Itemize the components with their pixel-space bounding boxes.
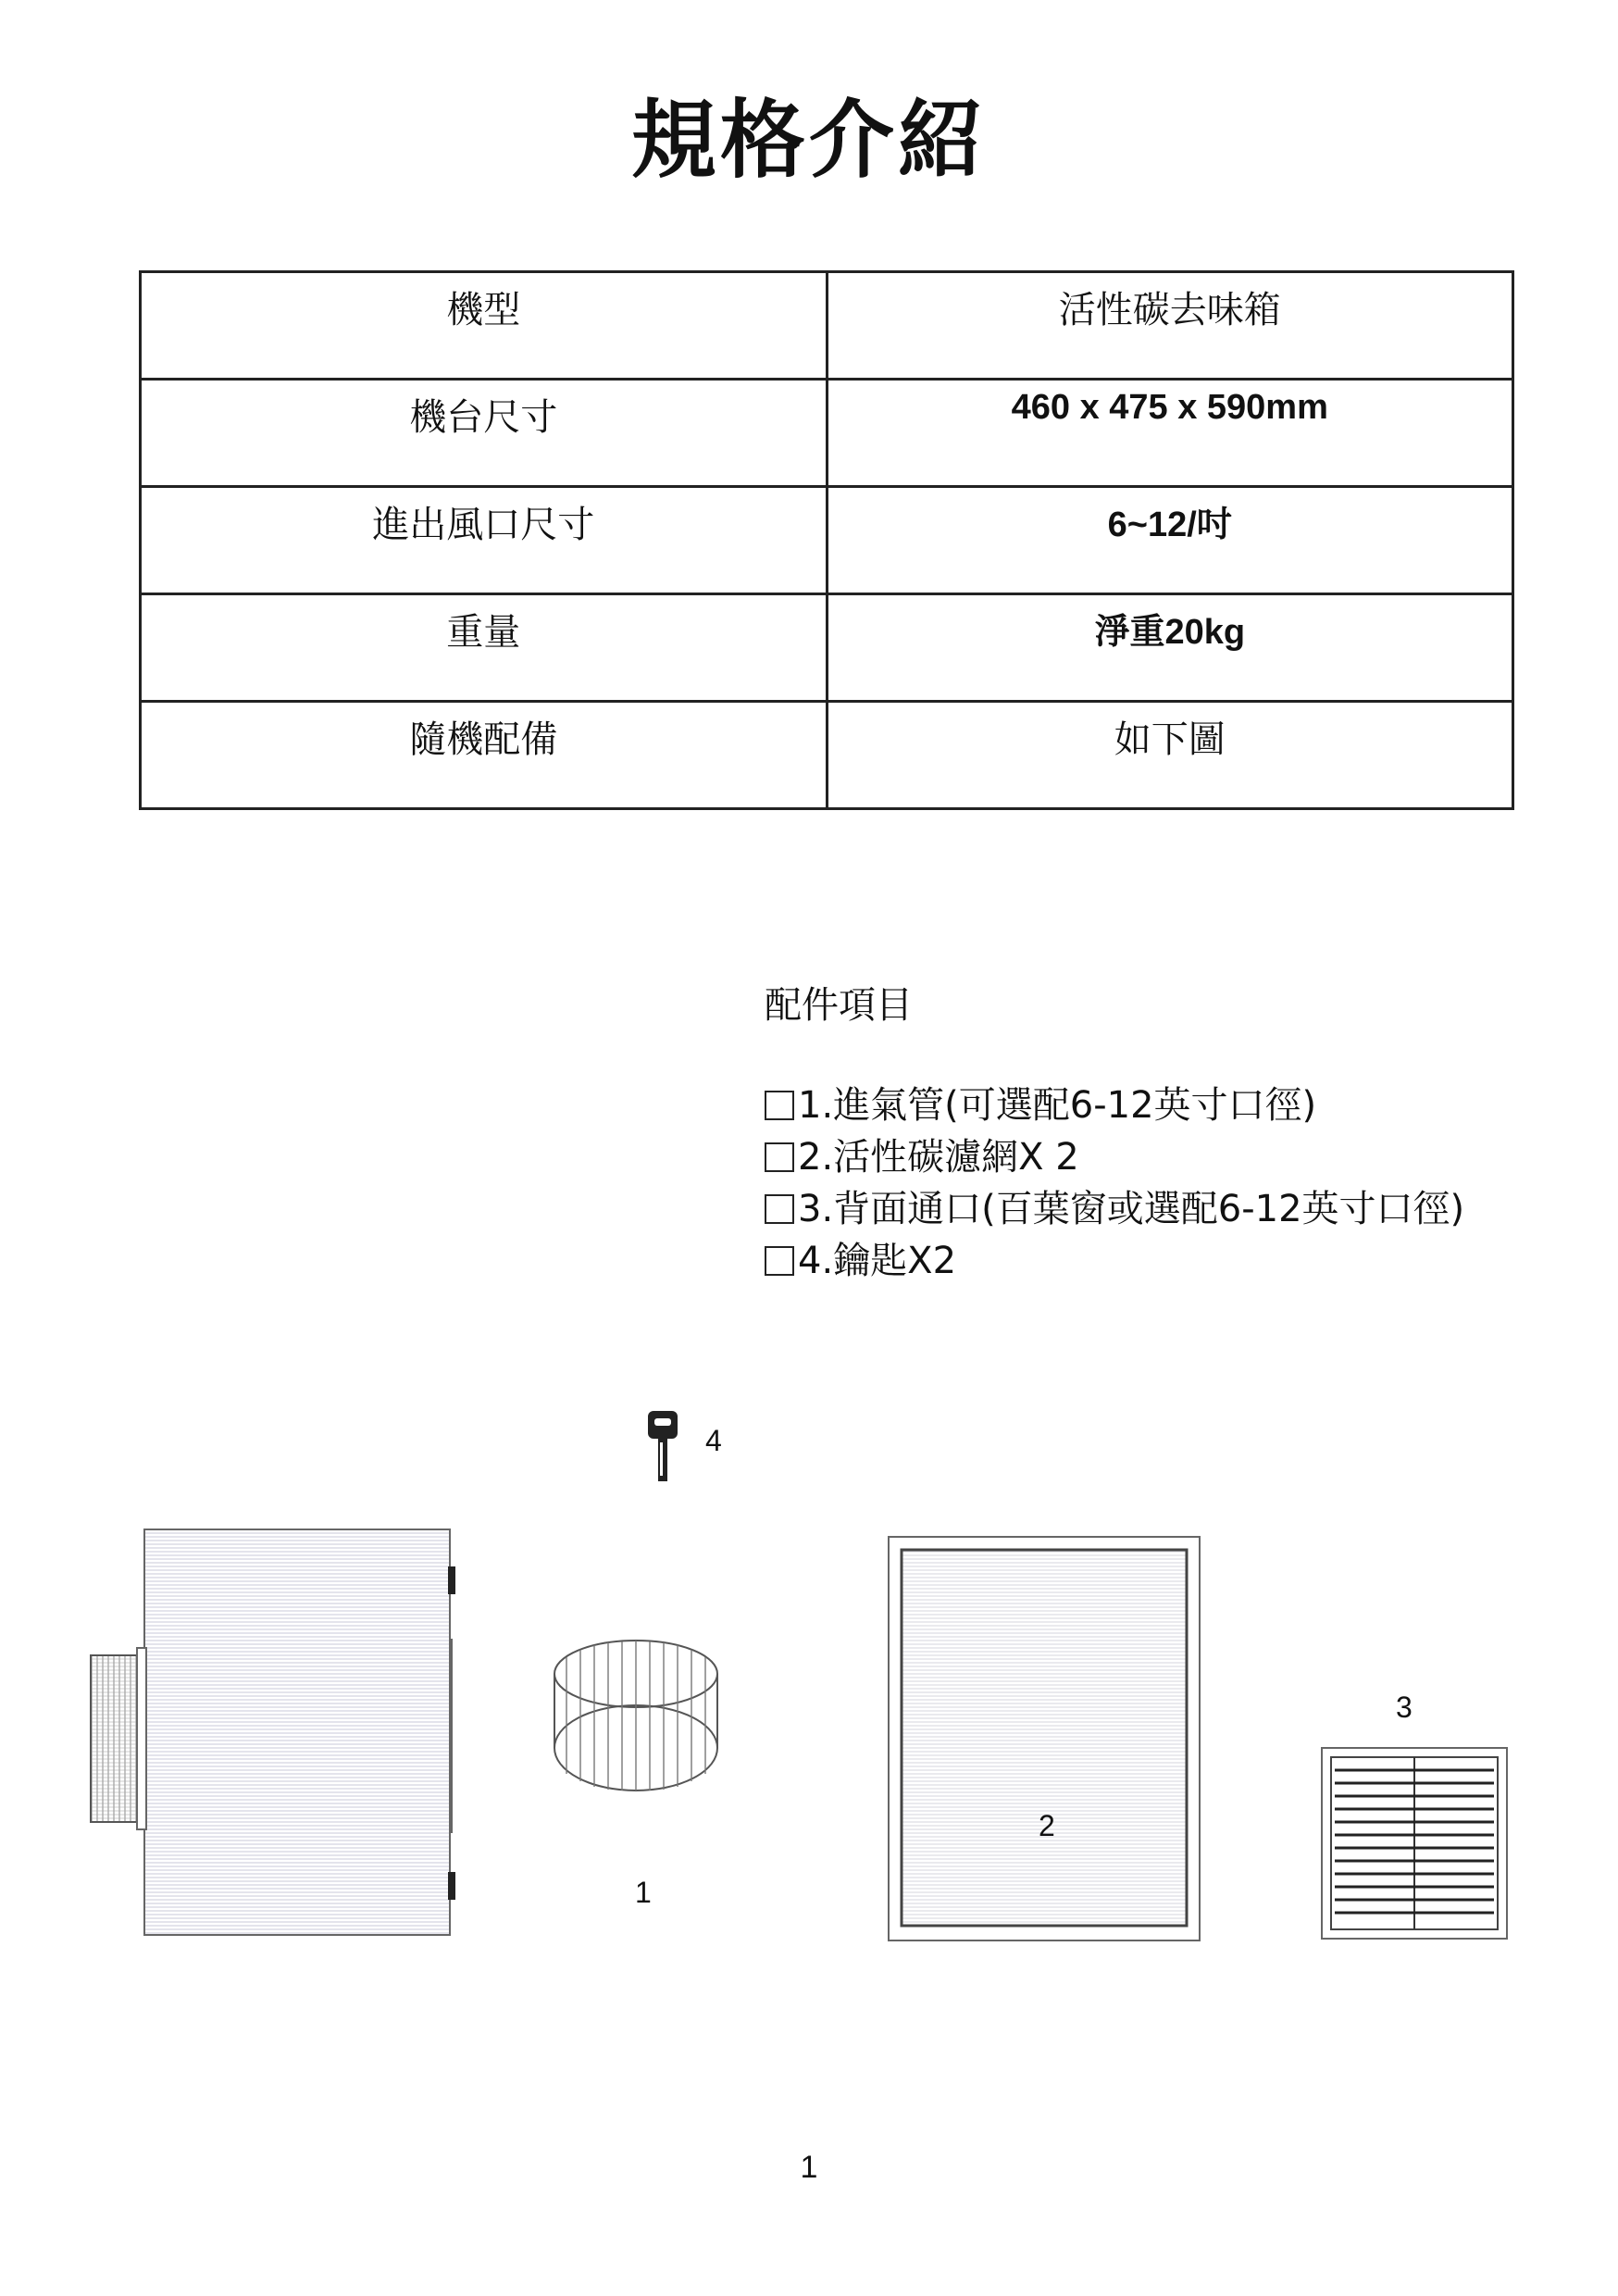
spec-value: 6~12/吋 (827, 487, 1513, 594)
list-item (765, 1131, 1464, 1183)
louver-illustration (1320, 1746, 1509, 1940)
accessory-item-label: 2.活性碳濾網X 2 (798, 1136, 1079, 1179)
accessory-item-label: 3.背面通口(百葉窗或選配6-12英寸口徑) (798, 1188, 1465, 1230)
figure-label-duct: 1 (635, 1876, 652, 1909)
table-row (141, 487, 1513, 594)
spec-label: 重量 (141, 594, 828, 702)
table-row (141, 272, 1513, 380)
figure-label-filter: 2 (1039, 1809, 1055, 1842)
page-number: 1 (800, 2150, 818, 2185)
accessory-heading: 配件項目 (765, 984, 913, 1027)
table-row (141, 702, 1513, 809)
key-icon (646, 1409, 679, 1483)
unit-illustration (89, 1528, 459, 1944)
spec-label: 進出風口尺寸 (141, 487, 828, 594)
accessory-item-label: 4.鑰匙X2 (798, 1240, 957, 1282)
figure-label-louver: 3 (1396, 1691, 1413, 1724)
checkbox-icon (765, 1091, 794, 1120)
accessory-item-label: 1.進氣管(可選配6-12英寸口徑) (798, 1084, 1317, 1127)
spec-label: 機台尺寸 (141, 380, 828, 487)
spec-value: 如下圖 (827, 702, 1513, 809)
checkbox-icon (765, 1194, 794, 1224)
checkbox-icon (765, 1246, 794, 1276)
spec-value: 460 x 475 x 590mm (827, 380, 1513, 487)
list-item (765, 1235, 1464, 1287)
filter-illustration (887, 1535, 1201, 1942)
accessory-list (765, 980, 1464, 1287)
table-row (141, 380, 1513, 487)
list-item (765, 1079, 1464, 1131)
spec-table (139, 270, 1514, 810)
checkbox-icon (765, 1142, 794, 1172)
spec-label: 機型 (141, 272, 828, 380)
table-row (141, 594, 1513, 702)
spec-value: 淨重20kg (827, 594, 1513, 702)
duct-illustration (548, 1637, 724, 1803)
list-item (765, 1183, 1464, 1235)
page-title: 規格介紹 (630, 91, 987, 190)
figure-label-key: 4 (705, 1424, 722, 1457)
spec-value: 活性碳去味箱 (827, 272, 1513, 380)
spec-label: 隨機配備 (141, 702, 828, 809)
